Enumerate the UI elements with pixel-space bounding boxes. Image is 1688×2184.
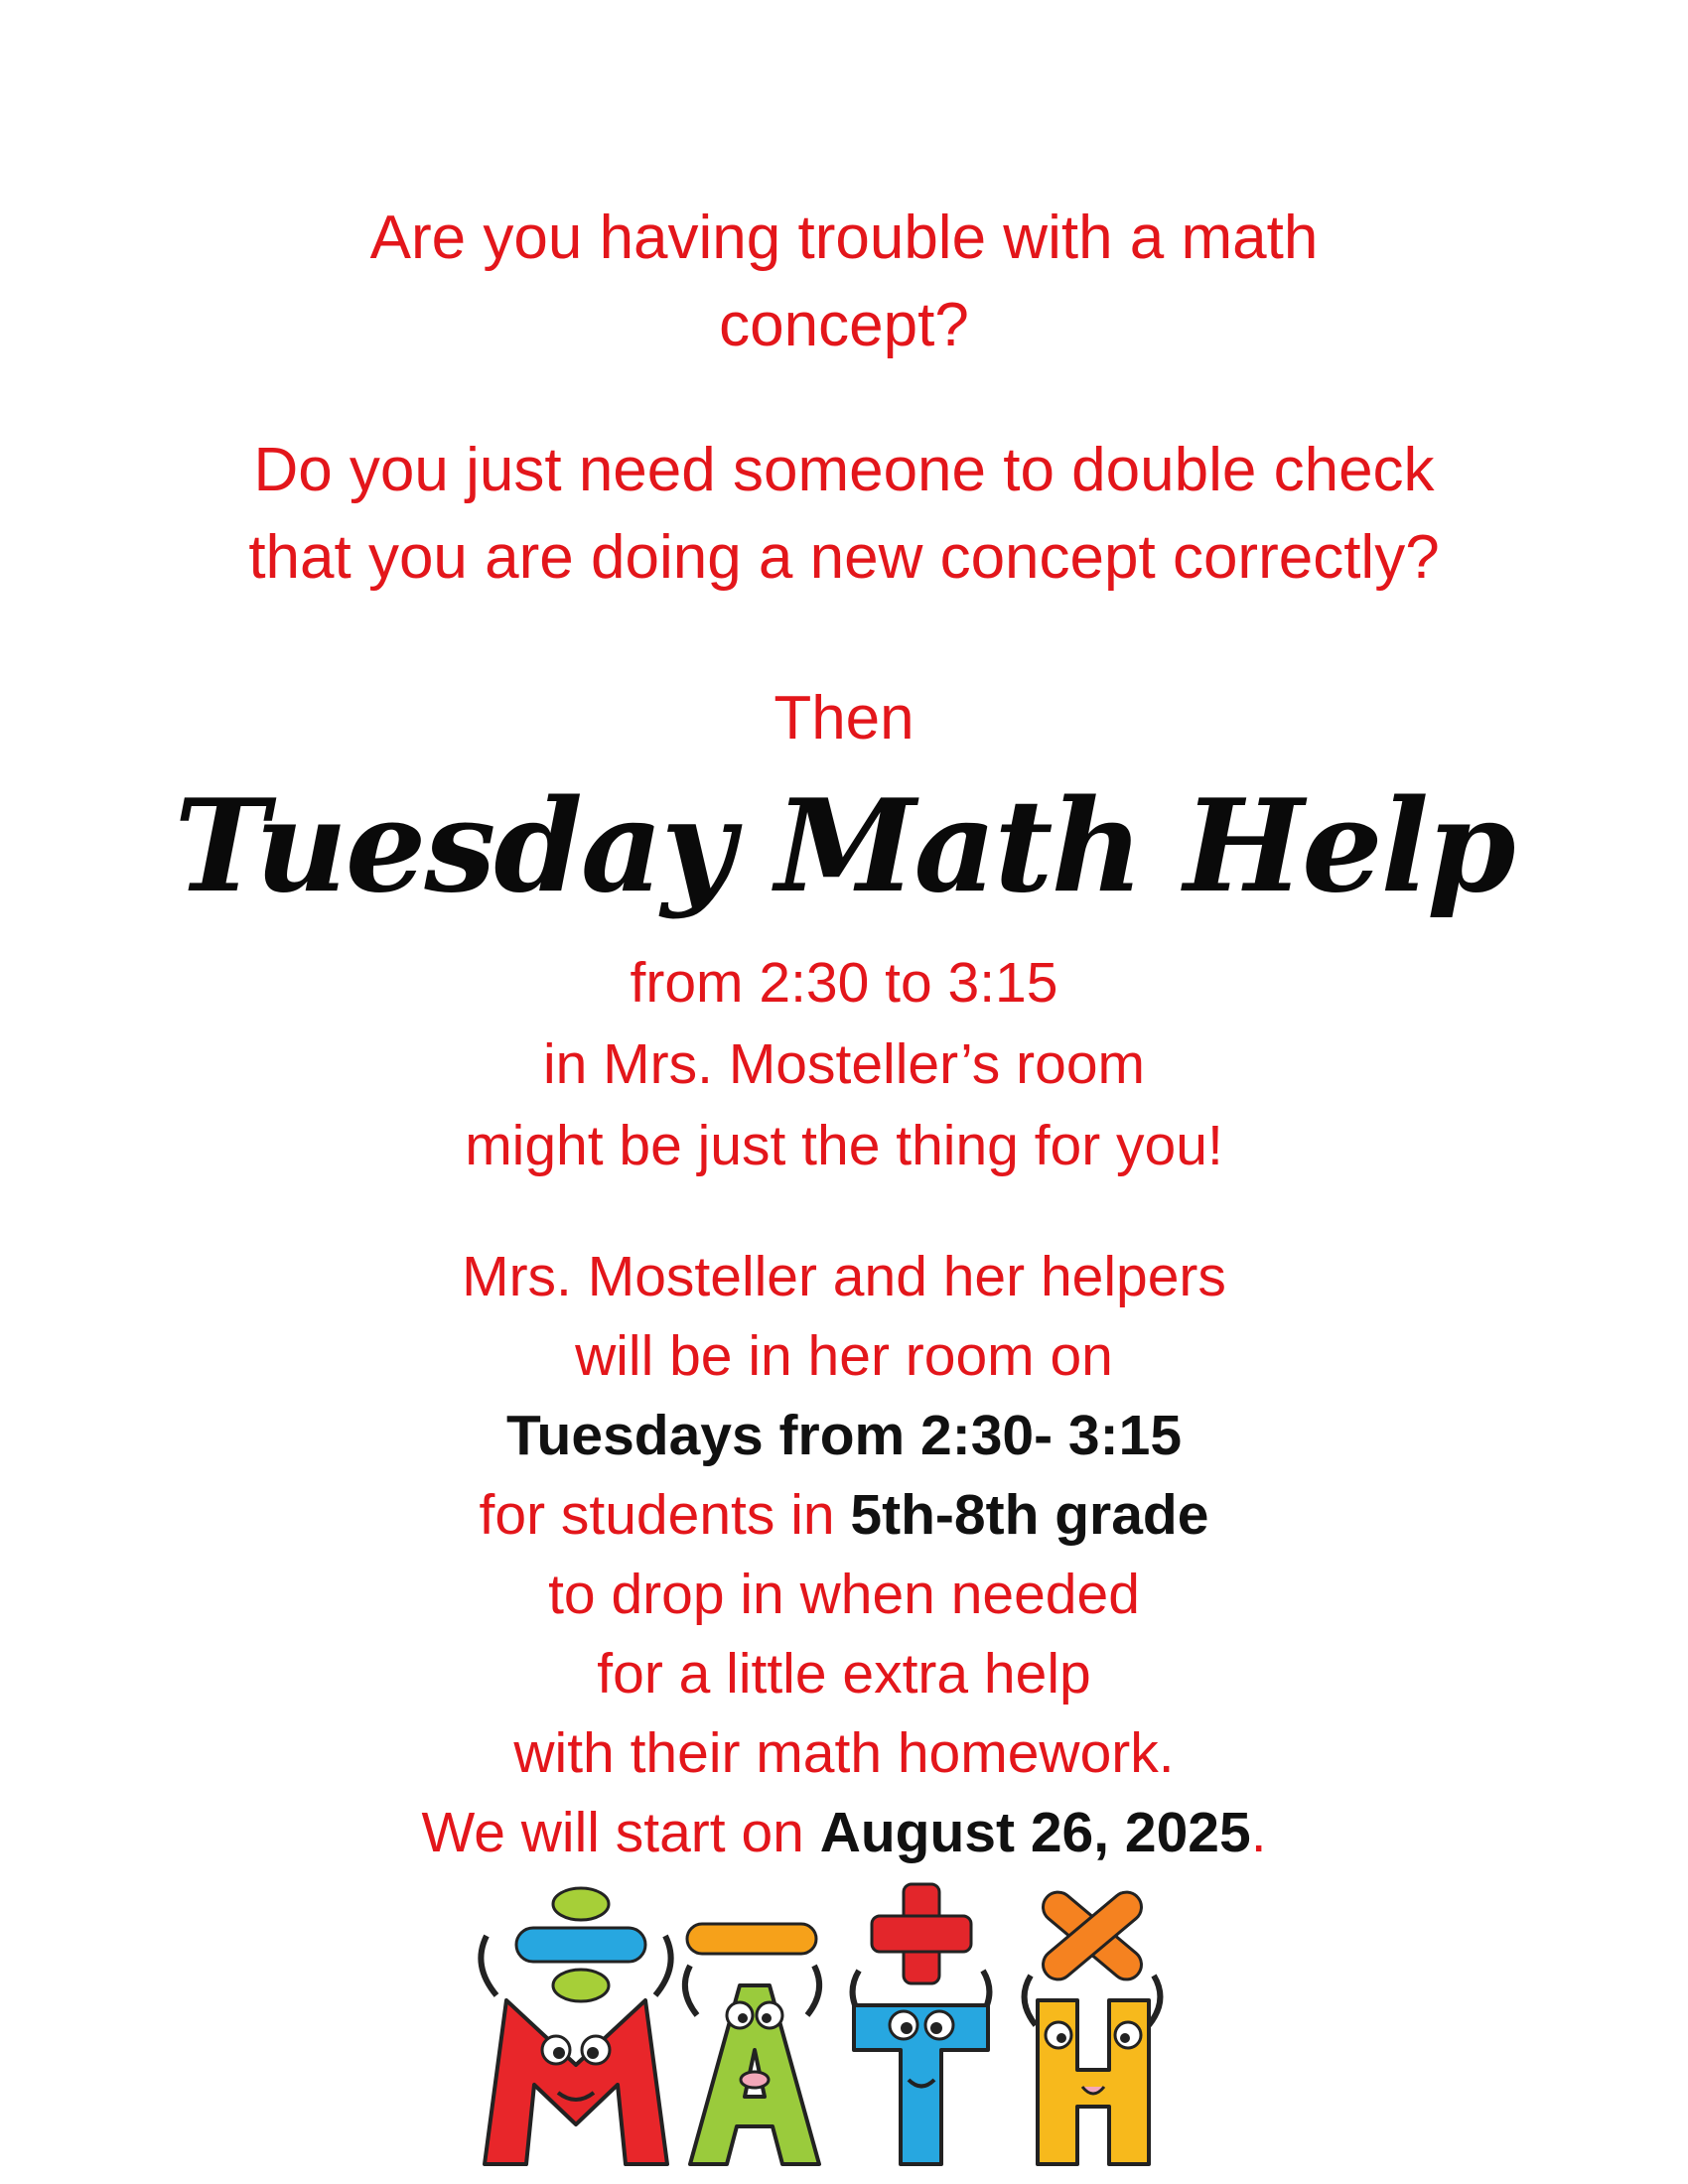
t-pupil-right [930,2022,942,2034]
a-left-arm [685,1966,697,2015]
info-line-helpers: Mrs. Mosteller and her helpers [462,1245,1226,1308]
info-line-room: will be in her room on [575,1324,1113,1388]
intro-question-1-line-2: concept? [719,291,969,359]
math-characters-illustration [467,1876,1221,2174]
page-title: Tuesday Math Help [174,772,1514,921]
details-time: from 2:30 to 3:15 [630,951,1058,1015]
m-right-arm [655,1936,671,1995]
plus-horizontal [872,1916,971,1952]
divide-dot-top [553,1888,609,1920]
divide-dot-bottom [553,1970,609,2001]
t-pupil-left [901,2022,913,2034]
m-pupil-left [553,2047,565,2059]
minus-sign-icon [687,1924,816,1954]
info-line-extra-help: for a little extra help [597,1642,1091,1706]
info-line-schedule: Tuesdays from 2:30- 3:15 [505,1404,1183,1467]
letter-t-character [853,1884,990,2164]
letter-m-character [481,1888,670,2164]
intro-question-2-line-1: Do you just need someone to double check [253,436,1435,504]
m-body [485,2000,667,2164]
info-line-start-date [0,1793,1688,1872]
info-line-homework: with their math homework. [513,1721,1175,1785]
a-pupil-left [738,2013,748,2023]
h-pupil-left [1056,2033,1066,2043]
details-tagline: might be just the thing for you! [465,1114,1223,1177]
start-date-value: August 26, 2025 [819,1801,1251,1864]
intro-question-1-line-1: Are you having trouble with a math [369,204,1319,272]
m-left-arm [481,1936,496,1995]
a-pupil-right [762,2013,772,2023]
intro-question-2-line-2: that you are doing a new concept correctly? [248,523,1440,592]
h-pupil-right [1120,2033,1130,2043]
times-sign-icon [1037,1886,1147,1985]
plus-sign-icon [872,1884,971,1983]
a-mouth [741,2072,769,2088]
divide-sign-icon [516,1888,645,2001]
h-left-arm [1025,1976,1036,2025]
info-line-drop-in: to drop in when needed [548,1563,1140,1626]
info-line-grades [0,1475,1688,1555]
start-date-suffix: . [1250,1801,1267,1864]
letter-h-character [1025,1886,1161,2164]
info-grades-value: 5th-8th grade [850,1483,1209,1547]
then-text: Then [774,684,914,752]
details-room: in Mrs. Mosteller’s room [542,1032,1145,1096]
letter-a-character [685,1924,819,2164]
info-grades-prefix: for students in [479,1483,851,1547]
m-pupil-right [587,2047,599,2059]
a-right-arm [807,1966,819,2015]
start-date-prefix: We will start on [421,1801,820,1864]
divide-bar [516,1928,645,1962]
